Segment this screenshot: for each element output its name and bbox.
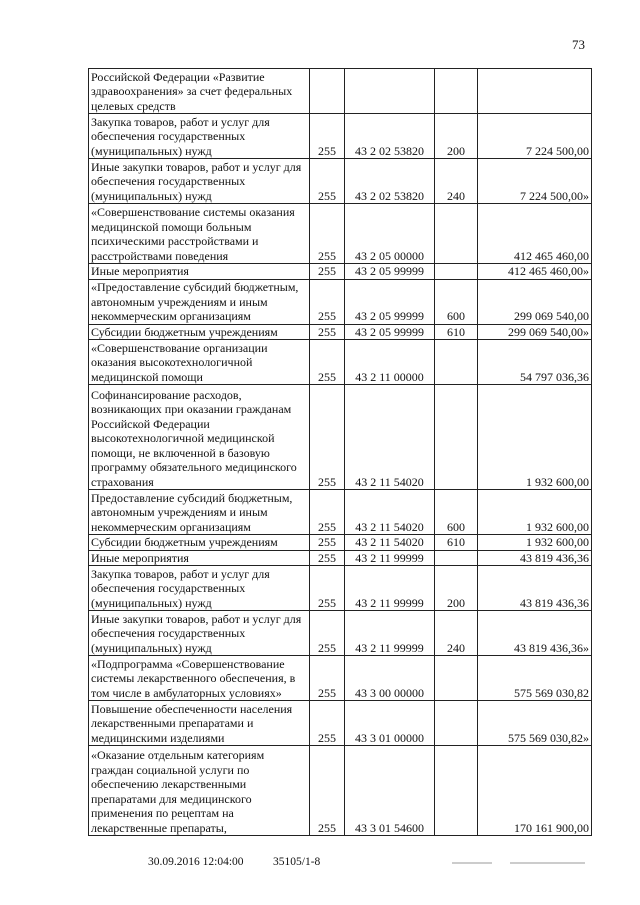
ved-code-cell: 255 [310, 159, 345, 204]
footer-timestamp: 30.09.2016 12:04:00 [148, 856, 244, 868]
amount-cell: 7 224 500,00 [478, 114, 592, 159]
ved-code-cell: 255 [310, 279, 345, 324]
table-row [89, 114, 592, 159]
expense-type-cell: 600 [435, 490, 478, 535]
amount-cell: 412 465 460,00» [478, 264, 592, 280]
table-row [89, 746, 592, 836]
row-name-cell: «Предоставление субсидий бюджетным, автономным учреждениям и иным некоммерческим организациям [89, 279, 310, 324]
amount-cell: 7 224 500,00» [478, 159, 592, 204]
ved-code-cell: 255 [310, 701, 345, 746]
row-name-cell: Закупка товаров, работ и услуг для обеспечения государственных (муниципальных) нужд [89, 566, 310, 611]
row-name-cell: Повышение обеспеченности населения лекарственными препаратами и медицинскими изделиями [89, 701, 310, 746]
amount-cell: 299 069 540,00» [478, 324, 592, 340]
expense-type-cell: 240 [435, 159, 478, 204]
ved-code-cell: 255 [310, 566, 345, 611]
table-row [89, 566, 592, 611]
expense-type-cell: 610 [435, 535, 478, 551]
target-article-cell: 43 2 05 00000 [345, 204, 435, 264]
ved-code-cell: 255 [310, 114, 345, 159]
target-article-cell: 43 2 05 99999 [345, 264, 435, 280]
expense-type-cell [435, 264, 478, 280]
table-row [89, 490, 592, 535]
amount-cell: 1 932 600,00 [478, 490, 592, 535]
table-row [89, 550, 592, 566]
expense-type-cell: 610 [435, 324, 478, 340]
amount-cell: 43 819 436,36 [478, 566, 592, 611]
scan-smudge [510, 862, 585, 864]
table-row [89, 535, 592, 551]
table-row [89, 701, 592, 746]
table-row [89, 656, 592, 701]
table-body [89, 69, 592, 836]
target-article-cell: 43 3 01 00000 [345, 701, 435, 746]
row-name-cell: Иные закупки товаров, работ и услуг для обеспечения государственных (муниципальных) нужд [89, 611, 310, 656]
row-name-cell: Субсидии бюджетным учреждениям [89, 324, 310, 340]
ved-code-cell: 255 [310, 656, 345, 701]
target-article-cell: 43 2 11 54020 [345, 385, 435, 490]
row-name-cell: Иные мероприятия [89, 264, 310, 280]
expense-type-cell [435, 746, 478, 836]
ved-code-cell: 255 [310, 611, 345, 656]
table-row [89, 264, 592, 280]
ved-code-cell: 255 [310, 264, 345, 280]
table-row [89, 340, 592, 385]
target-article-cell: 43 2 11 99999 [345, 566, 435, 611]
target-article-cell: 43 3 00 00000 [345, 656, 435, 701]
budget-table [88, 68, 592, 836]
amount-cell: 1 932 600,00 [478, 535, 592, 551]
footer-document-code: 35105/1-8 [273, 856, 321, 868]
table-row [89, 69, 592, 114]
table-row [89, 324, 592, 340]
expense-type-cell: 200 [435, 566, 478, 611]
amount-cell: 299 069 540,00 [478, 279, 592, 324]
ved-code-cell: 255 [310, 324, 345, 340]
table-row [89, 385, 592, 490]
amount-cell: 170 161 900,00 [478, 746, 592, 836]
row-name-cell: Предоставление субсидий бюджетным, автономным учреждениям и иным некоммерческим организациям [89, 490, 310, 535]
expense-type-cell [435, 550, 478, 566]
row-name-cell: «Совершенствование системы оказания медицинской помощи больным психическими расстройствами и расстройствами поведения [89, 204, 310, 264]
expense-type-cell [435, 340, 478, 385]
row-name-cell: Закупка товаров, работ и услуг для обеспечения государственных (муниципальных) нужд [89, 114, 310, 159]
row-name-cell: Софинансирование расходов, возникающих при оказании гражданам Российской Федерации высокотехнологичной медицинской помощи, не включенной в базовую программу обязательного медицинского страхования [89, 385, 310, 490]
expense-type-cell: 240 [435, 611, 478, 656]
expense-type-cell [435, 204, 478, 264]
ved-code-cell [310, 69, 345, 114]
target-article-cell: 43 2 11 54020 [345, 490, 435, 535]
target-article-cell: 43 2 11 00000 [345, 340, 435, 385]
ved-code-cell: 255 [310, 550, 345, 566]
table-row [89, 159, 592, 204]
target-article-cell [345, 69, 435, 114]
amount-cell: 575 569 030,82» [478, 701, 592, 746]
target-article-cell: 43 3 01 54600 [345, 746, 435, 836]
target-article-cell: 43 2 11 99999 [345, 550, 435, 566]
ved-code-cell: 255 [310, 746, 345, 836]
ved-code-cell: 255 [310, 535, 345, 551]
table-row [89, 611, 592, 656]
ved-code-cell: 255 [310, 385, 345, 490]
amount-cell: 412 465 460,00 [478, 204, 592, 264]
table-row [89, 204, 592, 264]
amount-cell: 575 569 030,82 [478, 656, 592, 701]
expense-type-cell [435, 385, 478, 490]
expense-type-cell [435, 656, 478, 701]
table-row [89, 279, 592, 324]
target-article-cell: 43 2 11 99999 [345, 611, 435, 656]
row-name-cell: Иные закупки товаров, работ и услуг для обеспечения государственных (муниципальных) нужд [89, 159, 310, 204]
target-article-cell: 43 2 05 99999 [345, 324, 435, 340]
target-article-cell: 43 2 11 54020 [345, 535, 435, 551]
ved-code-cell: 255 [310, 204, 345, 264]
row-name-cell: Российской Федерации «Развитие здравоохранения» за счет федеральных целевых средств [89, 69, 310, 114]
amount-cell: 43 819 436,36 [478, 550, 592, 566]
row-name-cell: Субсидии бюджетным учреждениям [89, 535, 310, 551]
row-name-cell: «Совершенствование организации оказания высокотехнологичной медицинской помощи [89, 340, 310, 385]
target-article-cell: 43 2 05 99999 [345, 279, 435, 324]
amount-cell [478, 69, 592, 114]
expense-type-cell: 200 [435, 114, 478, 159]
expense-type-cell [435, 69, 478, 114]
row-name-cell: «Оказание отдельным категориям граждан социальной услуги по обеспечению лекарственными препаратами для медицинского применения по рецептам на лекарственные препараты, [89, 746, 310, 836]
scan-smudge [452, 862, 492, 864]
target-article-cell: 43 2 02 53820 [345, 114, 435, 159]
ved-code-cell: 255 [310, 340, 345, 385]
page-number: 73 [572, 37, 585, 52]
amount-cell: 54 797 036,36 [478, 340, 592, 385]
expense-type-cell [435, 701, 478, 746]
row-name-cell: Иные мероприятия [89, 550, 310, 566]
row-name-cell: «Подпрограмма «Совершенствование системы лекарственного обеспечения, в том числе в амбулаторных условиях» [89, 656, 310, 701]
ved-code-cell: 255 [310, 490, 345, 535]
target-article-cell: 43 2 02 53820 [345, 159, 435, 204]
amount-cell: 43 819 436,36» [478, 611, 592, 656]
expense-type-cell: 600 [435, 279, 478, 324]
amount-cell: 1 932 600,00 [478, 385, 592, 490]
